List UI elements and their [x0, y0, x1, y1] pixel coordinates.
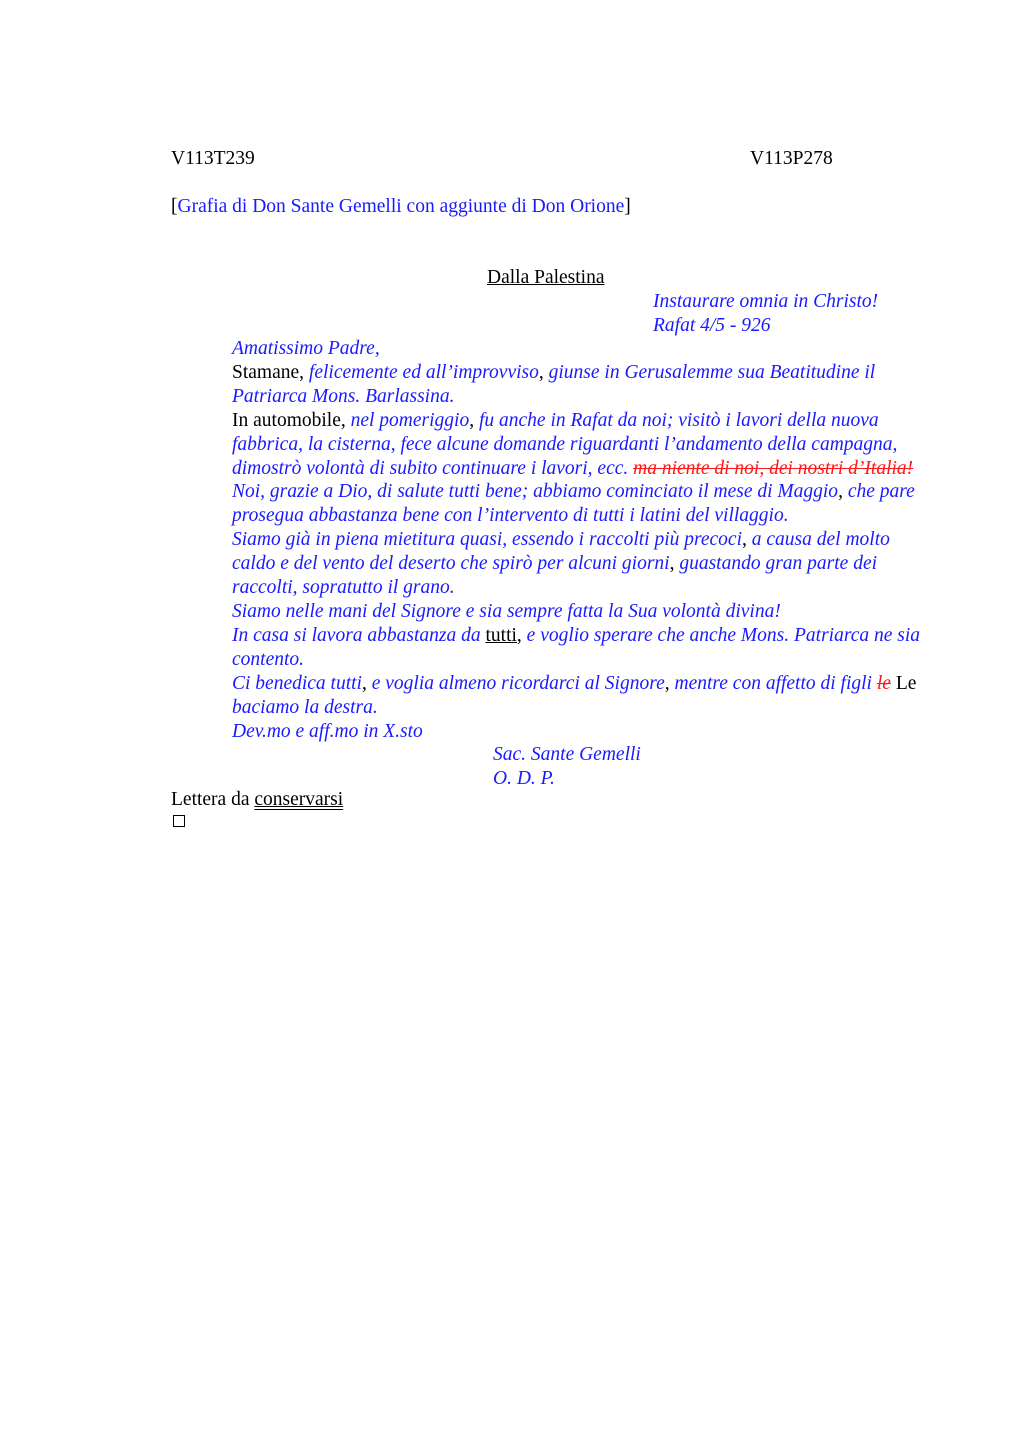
p2-comma: , — [340, 409, 346, 431]
p7-text-c: mentre con affetto di figli — [669, 672, 877, 694]
p4-text-c: guastando gran parte dei raccolti, sopratutto il grano. — [232, 553, 878, 599]
paragraph-3 — [171, 480, 923, 528]
salutation: Amatissimo Padre, — [232, 338, 380, 359]
p6-comma: , — [516, 624, 522, 646]
p1-comma-2: , — [538, 361, 544, 383]
closing: Dev.mo e aff.mo in X.sto — [232, 720, 423, 742]
paragraph-4 — [171, 528, 923, 600]
editorial-note — [171, 197, 631, 217]
p3-text-a: Noi, grazie a Dio, di salute tutti bene; abbiamo cominciato il mese di Maggio — [232, 481, 839, 503]
footer-underlined: conservarsi — [254, 789, 344, 810]
p2-word: In automobile — [232, 409, 341, 431]
signature-order: O. D. P. — [493, 768, 555, 790]
p6-underlined-word: tutti — [485, 624, 517, 646]
note-text: Grafia di Don Sante Gemelli con aggiunte di Don Orione — [177, 196, 625, 217]
checkbox-square-icon — [173, 815, 185, 827]
p7-comma: , — [361, 672, 367, 694]
p7-text-b: e voglia almeno ricordarci al Signore — [366, 672, 665, 694]
motto: Instaurare omnia in Christo! — [653, 291, 879, 312]
paragraph-5: Siamo nelle mani del Signore e sia sempre fatta la Sua volontà divina! — [232, 600, 781, 622]
p7-deletion: le — [876, 672, 891, 694]
letter-title: Dalla Palestina — [487, 267, 605, 288]
p1-text-b: giunse in Gerusalemme sua Beatitudine il Patriarca Mons. Barlassina. — [232, 361, 876, 407]
p2-deletion: ma niente di noi, dei nostri d’Italia! — [633, 457, 914, 479]
p1-word: Stamane — [232, 361, 300, 383]
signature-name: Sac. Sante Gemelli — [493, 744, 641, 766]
p6-text-a: In casa si lavora abbastanza da — [232, 624, 486, 646]
left-archive-code: V113T239 — [171, 148, 255, 169]
letter-body — [171, 337, 923, 791]
p1-text-a: felicemente ed all’improvviso — [304, 361, 539, 383]
p7-text-d: baciamo la destra. — [232, 696, 378, 718]
footer-note — [171, 790, 343, 810]
note-close-bracket: ] — [624, 196, 631, 217]
p2-text-b: fu anche in Rafat da noi; visitò i lavori della nuova fabbrica, la cisterna, fece alcune domande riguardanti l’andamento della campagna, dimostrò volontà di subito continuare i lavori, ecc. — [232, 409, 898, 479]
p4-comma-2: , — [669, 553, 675, 575]
paragraph-1 — [171, 361, 923, 409]
p6-text-b: e voglio sperare che anche Mons. Patriarca ne sia contento. — [232, 624, 921, 670]
footer-prefix: Lettera da — [171, 789, 255, 810]
right-archive-code: V113P278 — [750, 148, 833, 169]
p4-text-a: Siamo già in piena mietitura quasi, essendo i raccolti più precoci — [232, 529, 743, 551]
p7-comma-2: , — [664, 672, 670, 694]
p1-comma: , — [299, 361, 305, 383]
p7-insertion: Le — [890, 672, 917, 694]
note-open-bracket: [ — [171, 196, 178, 217]
p4-text-b: a causa del molto caldo e del vento del deserto che spirò per alcuni giorni — [232, 529, 890, 575]
paragraph-2 — [171, 409, 923, 481]
p4-comma: , — [742, 529, 747, 551]
p3-comma: , — [838, 481, 843, 503]
p2-comma-2: , — [469, 409, 475, 431]
paragraph-6 — [171, 624, 923, 672]
place-date: Rafat 4/5 - 926 — [653, 315, 771, 336]
p7-text-a: Ci benedica tutti — [232, 672, 362, 694]
p2-text-a: nel pomeriggio — [345, 409, 470, 431]
p3-text-b: che pare prosegua abbastanza bene con l’intervento di tutti i latini del villaggio. — [232, 481, 915, 527]
paragraph-7 — [171, 672, 923, 720]
